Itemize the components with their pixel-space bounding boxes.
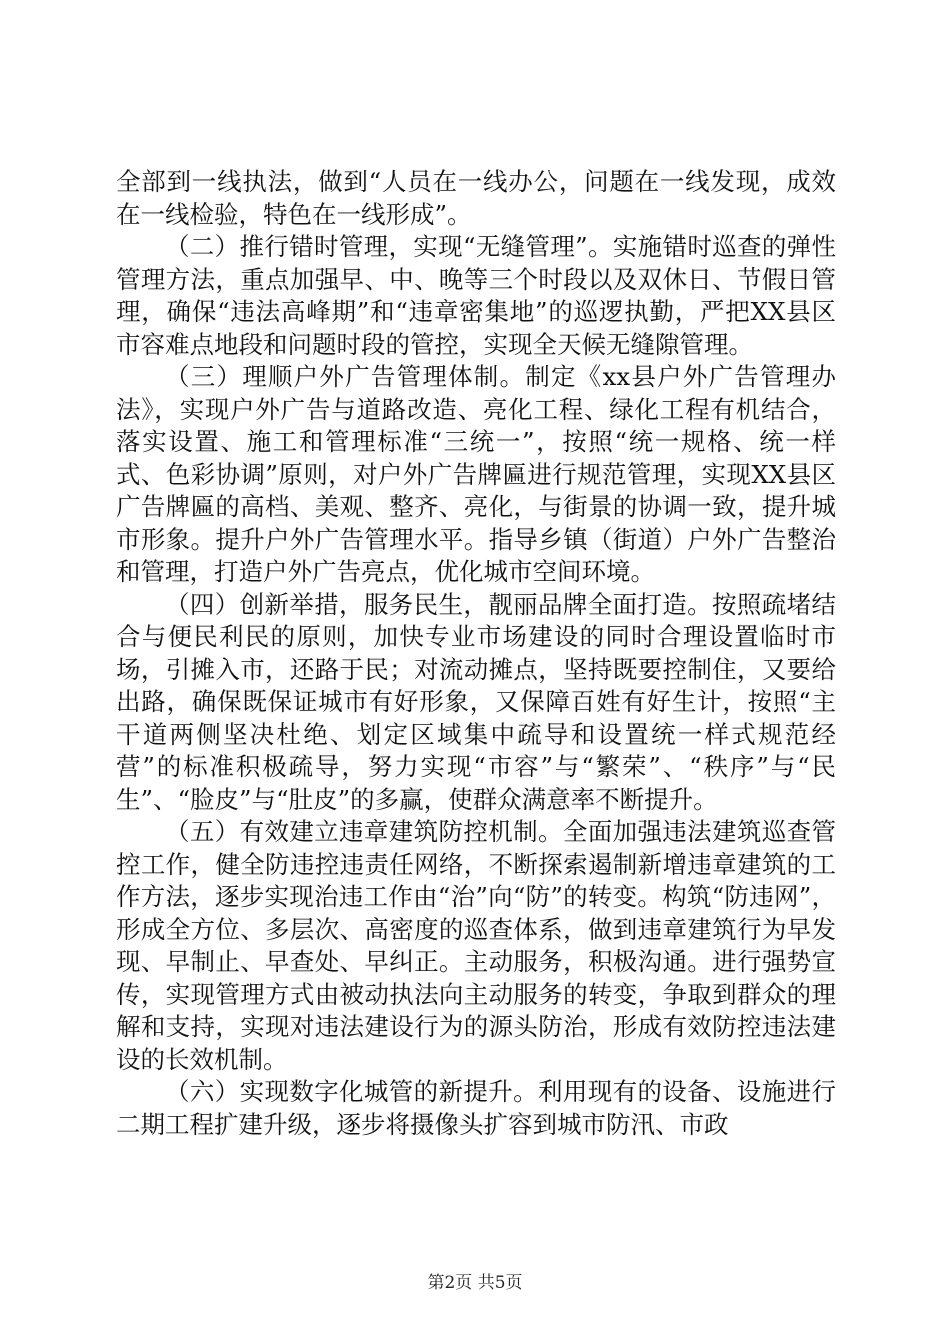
page-footer bbox=[0, 1273, 950, 1293]
paragraph-section-2: （二）推行错时管理，实现“无缝管理”。实施错时巡查的弹性管理方法，重点加强早、中、晚等三个时段以及双休日、节假日管理，确保“违法高峰期”和“违章密集地”的巡逻执勤，严把XX县区市容难点地段和问题时段的管控，实现全天候无缝隙管理。 bbox=[116, 232, 836, 359]
paragraph-section-5: （五）有效建立违章建筑防控机制。全面加强违法建筑巡查管控工作，健全防违控违责任网络，不断探索遏制新增违章建筑的工作方法，逐步实现治违工作由“治”向“防”的转变。构筑“防违网”，形成全方位、多层次、高密度的巡查体系，做到违章建筑行为早发现、早制止、早查处、早纠正。主动服务，积极沟通。进行强势宣传，实现管理方式由被动执法向主动服务的转变，争取到群众的理解和支持，实现对违法建设行为的源头防治，形成有效防控违法建设的长效机制。 bbox=[116, 817, 836, 1074]
paragraph-section-6: （六）实现数字化城管的新提升。利用现有的设备、设施进行二期工程扩建升级，逐步将摄像头扩容到城市防汛、市政 bbox=[116, 1077, 836, 1139]
page-number-label: 第2页 共5页 bbox=[427, 1273, 523, 1293]
paragraph-section-4: （四）创新举措，服务民生，靓丽品牌全面打造。按照疏堵结合与便民利民的原则，加快专业市场建设的同时合理设置临时市场，引摊入市，还路于民；对流动摊点，坚持既要控制住，又要给出路，确保既保证城市有好形象，又保障百姓有好生计，按照“主干道两侧坚决杜绝、划定区域集中疏导和设置统一样式规范经营”的标准积极疏导，努力实现“市容”与“繁荣”、“秩序”与“民生”、“脸皮”与“肚皮”的多赢，使群众满意率不断提升。 bbox=[116, 589, 836, 814]
document-body bbox=[116, 166, 836, 1141]
paragraph-section-3: （三）理顺户外广告管理体制。制定《xx县户外广告管理办法》，实现户外广告与道路改造、亮化工程、绿化工程有机结合，落实设置、施工和管理标准“三统一”，按照“统一规格、统一样式、色彩协调”原则，对户外广告牌匾进行规范管理，实现XX县区广告牌匾的高档、美观、整齐、亮化，与街景的协调一致，提升城市形象。提升户外广告管理水平。指导乡镇（街道）户外广告整治和管理，打造户外广告亮点，优化城市空间环境。 bbox=[116, 362, 836, 586]
paragraph-continuation: 全部到一线执法，做到“人员在一线办公，问题在一线发现，成效在一线检验，特色在一线形成”。 bbox=[116, 167, 836, 229]
